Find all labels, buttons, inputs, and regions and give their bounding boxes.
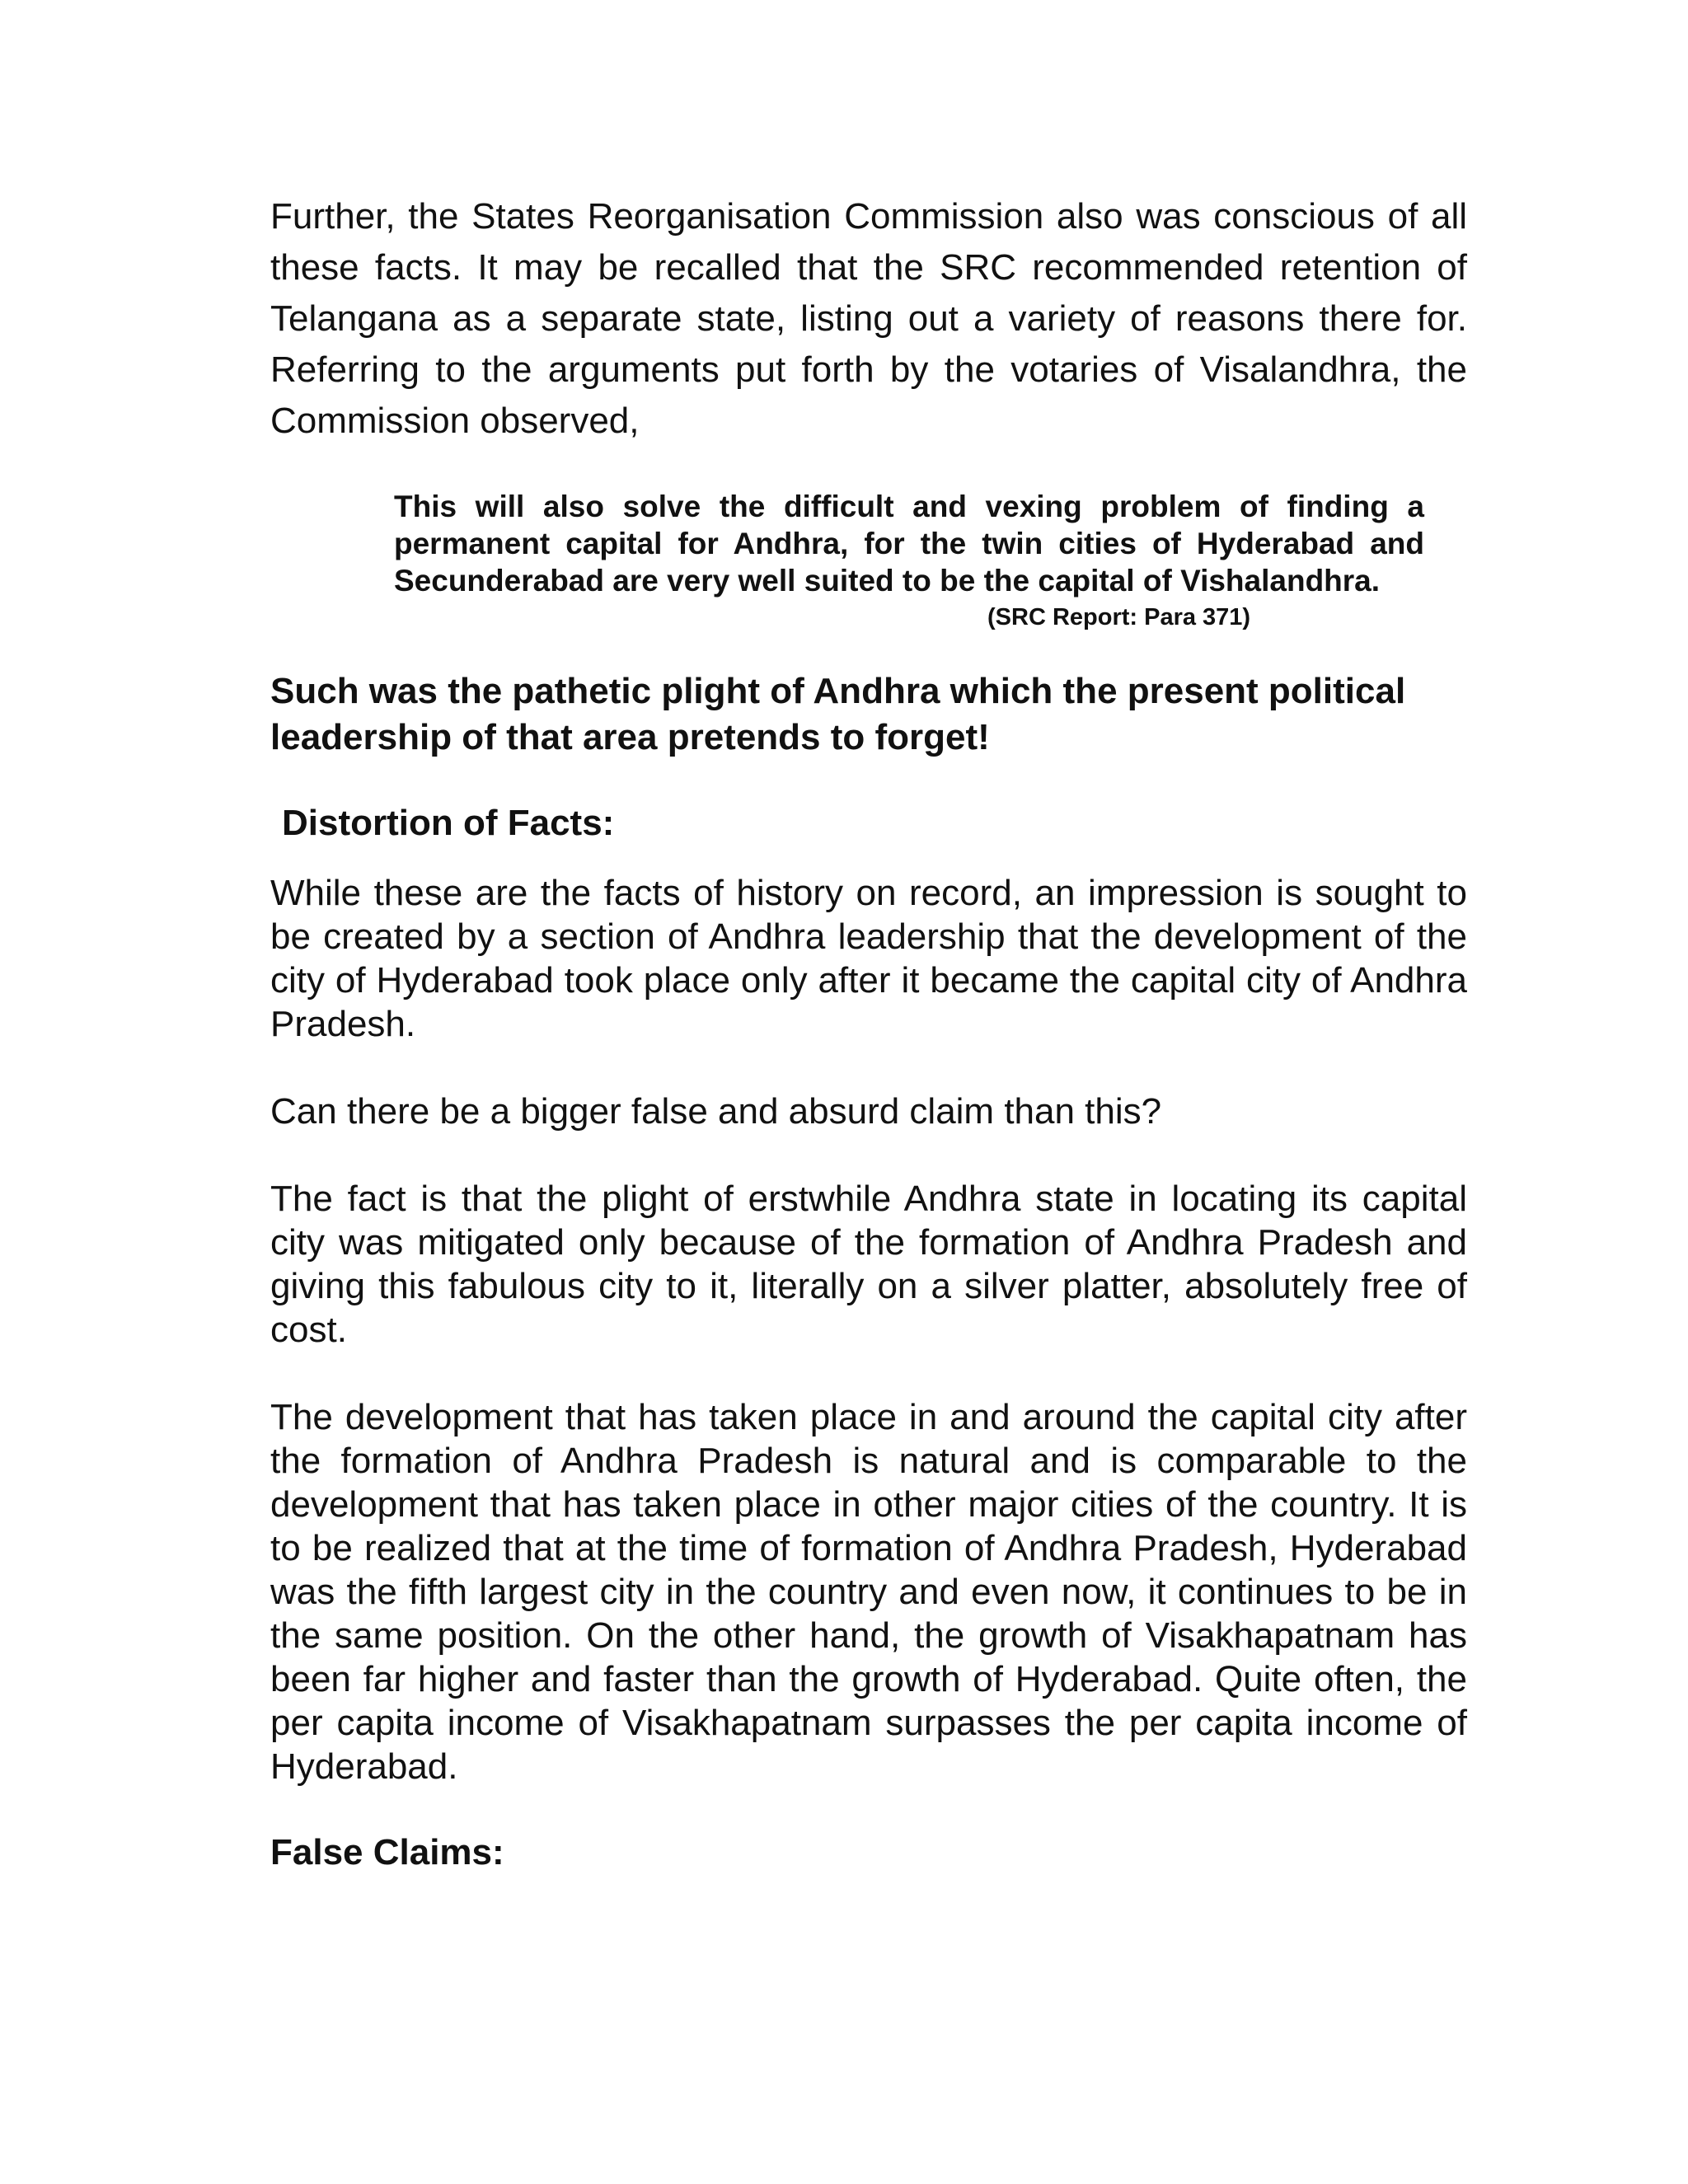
src-quotation xyxy=(394,488,1424,634)
plight-statement: Such was the pathetic plight of Andhra which the present political leadership of that area pretends to forget! xyxy=(270,671,1406,757)
development-paragraph: The development that has taken place in and around the capital city after the formation of Andhra Pradesh is natural and is comparable to the development that has taken place in other major cities of the country. It is to be realized that at the time of formation of Andhra Pradesh, Hyderabad was the fifth largest city in the country and even now, it continues to be in the same position. On the other hand, the growth of Visakhapatnam has been far higher and faster than the growth of Hyderabad. Quite often, the per capita income of Visakhapatnam surpasses the per capita income of Hyderabad. xyxy=(270,1397,1467,1787)
question-paragraph: Can there be a bigger false and absurd claim than this? xyxy=(270,1091,1162,1132)
impression-paragraph: While these are the facts of history on record, an impression is sought to be created by a section of Andhra leadership that the development of the city of Hyderabad took place only after it became the capital city of Andhra Pradesh. xyxy=(270,873,1467,1044)
fact-paragraph: The fact is that the plight of erstwhile Andhra state in locating its capital city was mitigated only because of the formation of Andhra Pradesh and giving this fabulous city to it, literally on a silver platter, absolutely free of cost. xyxy=(270,1179,1467,1350)
intro-paragraph: Further, the States Reorganisation Commission also was conscious of all these facts. It may be recalled that the SRC recommended retention of Telangana as a separate state, listing out a variety of reasons there for. Referring to the arguments put forth by the votaries of Visalandhra, the Commission observed, xyxy=(270,196,1467,441)
distortion-heading: Distortion of Facts: xyxy=(282,803,615,843)
false-claims-heading: False Claims: xyxy=(270,1832,504,1872)
document-body xyxy=(270,191,1467,1876)
quotation-text: This will also solve the difficult and vexing problem of finding a permanent capital for Andhra, for the twin cities of Hyderabad and Secunderabad are very well suited to be the capital of Vishalandhra. xyxy=(394,490,1424,598)
quotation-citation: (SRC Report: Para 371) xyxy=(987,604,1251,630)
